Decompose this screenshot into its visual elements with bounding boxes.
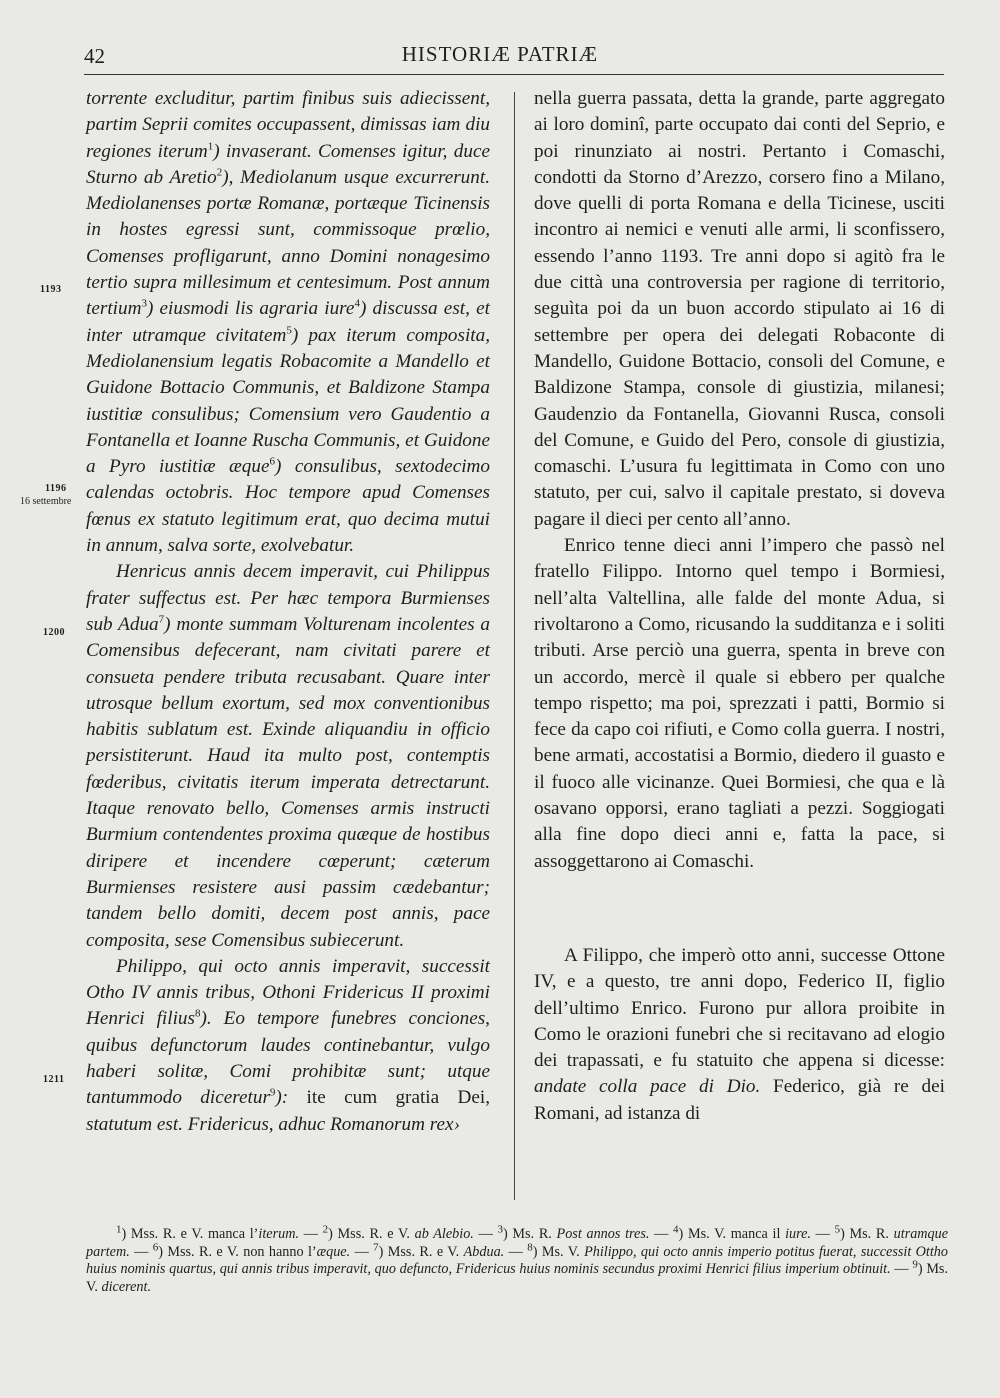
- italian-paragraph-2: Enrico tenne dieci anni l’impero che passò nel fratello Filippo. Intorno quel tempo i Bormiesi, nell’alta Valtellina, alle falde del monte Adua, si rivoltarono a Como, ricusando la sudditanza e i soliti tributi. Arse perciò una guerra, spenta in breve con un accordo, mercè il quale si ebbero per qualche tempo rispetto; ma poi, sprezzati i patti, Bormio si fece da capo coi rifiuti, e Como colla guerra. I nostri, bene armati, accostatisi a Bormio, diedero il guasto e il fuoco alle vicinanze. Quei Bormiesi, che qua e là osavano opporsi, erano tagliati a pezzi. Soggiogati alla fine dopo dieci anni e, fatta la pace, si assoggettarono ai Comaschi.: [534, 535, 945, 872]
- footnote-ref-1: 1: [207, 140, 214, 153]
- margin-date-16-settembre: 16 settembre: [20, 496, 72, 507]
- margin-year-1211: 1211: [43, 1074, 65, 1085]
- footnote-text: $^1$) Mss. R. e V. manca l’iterum. — $^2$) Mss. R. e V. ab Alebio. — $^3$) Ms. R. Post annos tres. — $^4$) Ms. V. manca il iure. — $^5$) Ms. R. utramque partem. — $^6$) Mss. R. e V. non hanno l’æque. — $^7$) Mss. R. e V. Abdua. — $^8$) Ms. V. Philippo, qui octo annis imperio potitus fuerat, successit Ottho huius nominis quartus, qui annis tribus imperavit, quo defuncto, Fridericus huius nominis secundus proximi Henrici filius imperium obtinuit. — $^9$) Ms. V. dicerent.: [86, 1223, 949, 1295]
- italic-phrase: andate colla pace di Dio.: [534, 1076, 761, 1098]
- footnote-ref-7: 7: [158, 613, 165, 626]
- page-number: 42: [84, 44, 105, 68]
- italian-paragraph-3: A Filippo, che imperò otto anni, successe Ottone IV, e a questo, tre anni dopo, Federico II, figlio dell’ultimo Enrico. Furono pur allora proibite in Como le orazioni funebri che si recitavano ad elogio dei trapassati, e fu statuito che appena si dicesse: andate colla pace di Dio. Federico, già re dei Romani, ad istanza di: [534, 944, 945, 1124]
- column-divider: [514, 92, 515, 1200]
- italian-paragraph-1: nella guerra passata, detta la grande, parte aggregato ai loro dominî, parte occupato dai conti del Seprio, e poi rinunziato ai nostri. Pertanto i Comaschi, condotti da Storno d’Arezzo, corsero fino a Milano, dove quelli di porta Romana e della Ticinese, usciti incontro ai nemici e venuti alle armi, li sconfissero, essendo l’anno 1193. Tre anni dopo si agitò fra le due città una controversia per ragione di territorio, seguìta poi da un buon accordo stipulato ai 16 di settembre per opera dei delegati Robaconte di Mandello, Guidone Bottacio, consoli del Comune, e Baldizone Stampa, console di giustizia, milanesi; Gaudenzio da Fontanella, Giovanni Rusca, consoli del Comune, e Guido del Pero, console di giustizia, comaschi. L’usura fu legittimata in Como con uno statuto, per cui, salvo il capitale prestato, si doveva pagare il dieci per cento all’anno.: [534, 88, 945, 530]
- footnotes: [86, 1223, 949, 1296]
- latin-column: [86, 86, 490, 1138]
- footnote-ref-2: 2: [216, 166, 223, 179]
- header-rule: [84, 74, 944, 75]
- italian-column: [534, 86, 945, 1127]
- footnote-ref-4: 4: [354, 297, 360, 310]
- footnote-ref-6: 6: [269, 455, 276, 468]
- latin-paragraph-2: Henricus annis decem imperavit, cui Philippus frater suffectus est. Per hæc tempora Burmienses sub Adua$^7$) monte summam Volturenam incolentes a Comensibus defecerant, nam civitati parere et consueta pendere tributa recusabant. Quare inter utrosque bellum exortum, sed mox conventionibus habitis sublatum est. Exinde aliquandiu in officio persistiterunt. Haud ita multo post, contemptis fœderibus, civitatis iterum imperata detrectarunt. Itaque renovato bello, Comenses armis instructi Burmium contendentes proxima quæque de hostibus diripere et incendere cœperunt; cæterum Burmienses resistere ausi passim cædebantur; tandem bello domiti, decem post annis, pace composita, sese Comensibus subiecerunt.: [86, 561, 490, 951]
- margin-year-1196: 1196: [45, 483, 67, 494]
- quoted-phrase-upright: ite cum gratia Dei,: [288, 1087, 490, 1109]
- footnote-ref-9: 9: [269, 1086, 276, 1099]
- running-title: HISTORIÆ PATRIÆ: [401, 42, 599, 66]
- footnote-ref-5: 5: [286, 324, 292, 337]
- margin-year-1193: 1193: [40, 284, 62, 295]
- latin-paragraph-1: torrente excluditur, partim finibus suis adiecissent, partim Seprii comites occupassent, dimissas iam diu regiones iterum$^1$) invaserant. Comenses igitur, duce Sturno ab Aretio$^2$), Mediolanum usque excurrerunt. Mediolanenses portæ Romanæ, portæque Ticinensis in hostes egressi sunt, commissoque prœlio, Comenses profligarunt, anno Domini nonagesimo tertio supra millesimum et centesimum. Post annum tertium$^3$) eiusmodi lis agraria iure$^4$) discussa est, et inter utramque civitatem$^5$) pax iterum composita, Mediolanensium legatis Robacomite a Mandello et Guidone Bottacio Communis, et Baldizone Stampa iustitiæ consulibus; Comensium vero Gaudentio a Fontanella et Ioanne Ruscha Communis, et Guidone a Pyro iustitiæ æque$^6$) consulibus, sextodecimo calendas octobris. Hoc tempore apud Comenses fœnus ex statuto legitimum erat, quo decima mutui in annum, salva sorte, exolvebatur.: [86, 88, 491, 557]
- footnote-ref-8: 8: [194, 1008, 201, 1020]
- margin-year-1200: 1200: [43, 627, 65, 638]
- footnote-ref-3: 3: [141, 297, 147, 310]
- latin-paragraph-3: Philippo, qui octo annis imperavit, successit Otho IV annis tribus, Othoni Fridericus II proximi Henrici filius$^8$). Eo tempore funebres conciones, quibus defunctorum laudes continebantur, vulgo haberi solitæ, Comi prohibitæ sunt; utque tantummodo diceretur$^9$): ite cum gratia Dei, statutum est. Fridericus, adhuc Romanorum rex›: [86, 955, 490, 1135]
